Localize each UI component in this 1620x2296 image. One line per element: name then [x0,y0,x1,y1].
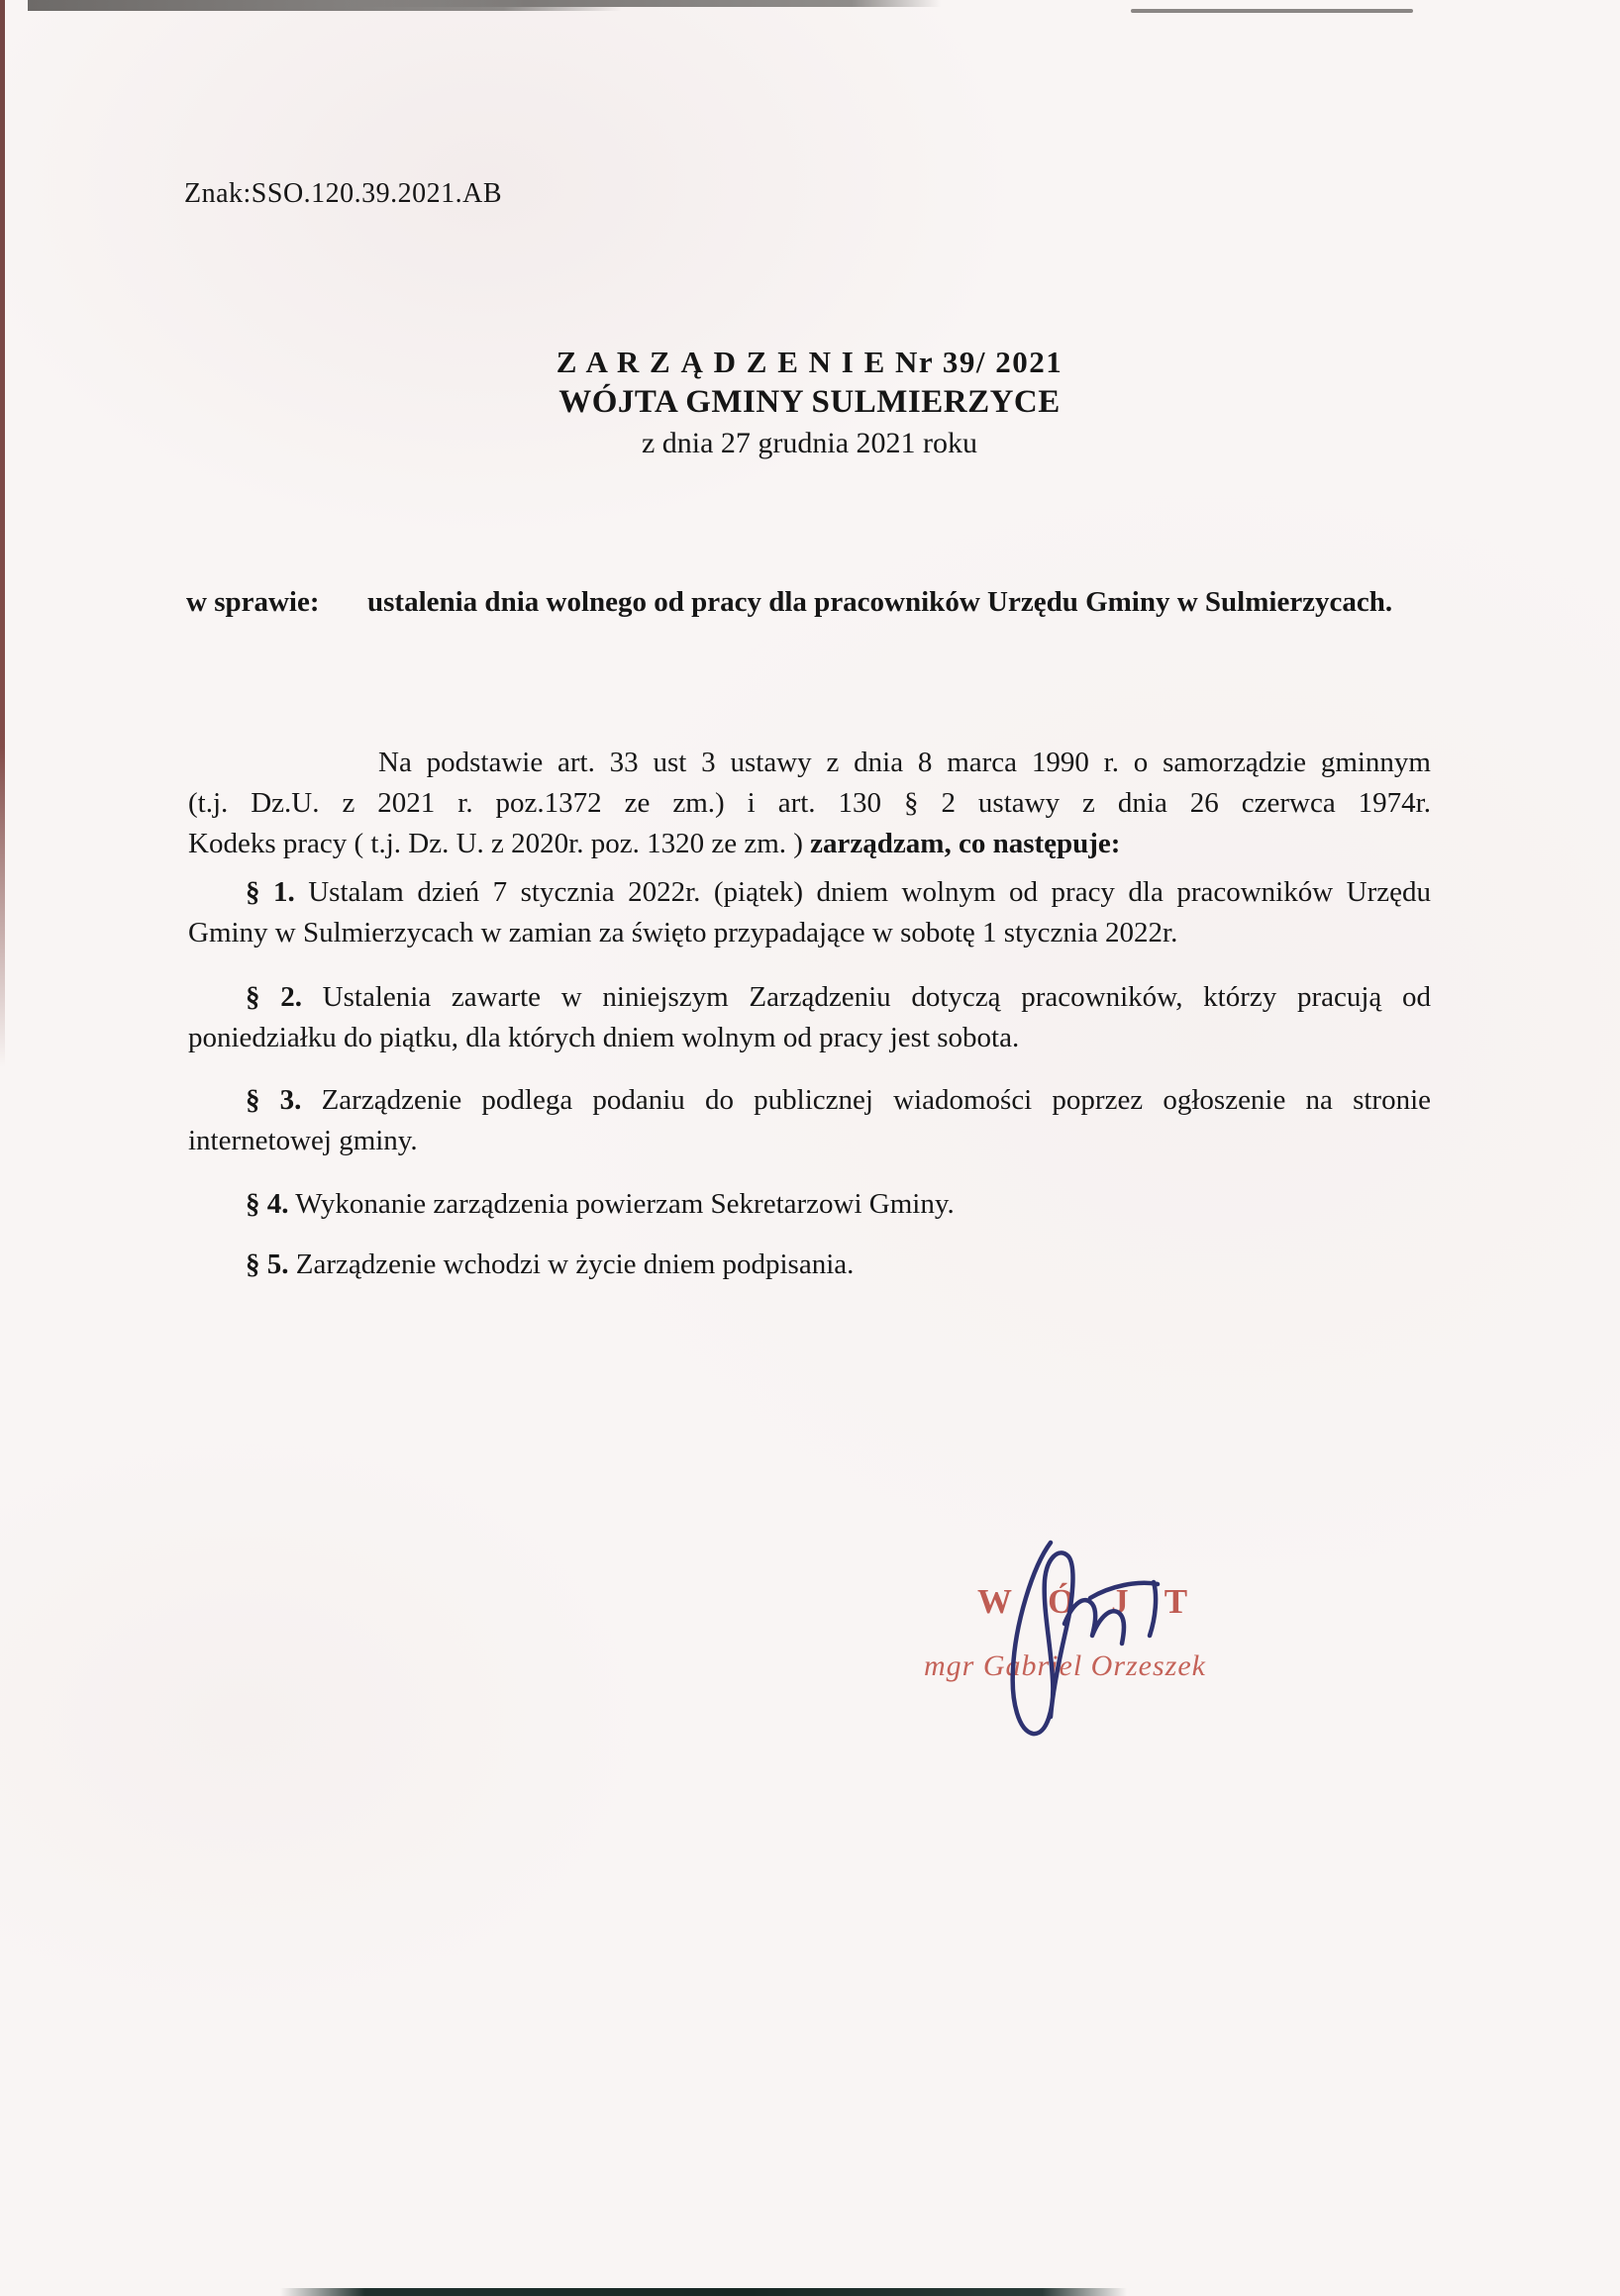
legal-basis-paragraph [188,743,1431,864]
legal-basis-line-1: Na podstawie art. 33 ust 3 ustawy z dnia 8 marca 1990 r. o samorządzie gminnym [378,747,1431,778]
section-3 [188,1080,1431,1161]
section-5-text: Zarządzenie wchodzi w życie dniem podpisania. [288,1248,855,1280]
section-3-text: Zarządzenie podlega podaniu do publicznej wiadomości poprzez ogłoszenie na stronie internetowej gminy. [188,1084,1432,1156]
section-1-text: Ustalam dzień 7 stycznia 2022r. (piątek) dniem wolnym od pracy dla pracowników Urzędu Gminy w Sulmierzycach w zamian za święto przypadające w sobotę 1 stycznia 2022r. [188,876,1431,948]
scan-artifact-left-edge [0,0,5,1067]
subject-label: w sprawie: [186,586,320,618]
section-1 [188,872,1431,953]
mayor-stamp-title: W Ó J T [977,1582,1202,1621]
section-2-text: Ustalenia zawarte w niniejszym Zarządzeniu dotyczą pracowników, którzy pracują od poniedziałku do piątku, dla których dniem wolnym od pracy jest sobota. [188,981,1431,1053]
legal-basis-line-3 [188,824,1431,864]
document-title-block [188,342,1431,463]
document-reference: Znak:SSO.120.39.2021.AB [184,178,503,209]
section-3-number: § 3. [246,1084,302,1116]
mayor-stamp-name: mgr Gabriel Orzeszek [924,1649,1206,1682]
legal-basis-line-3-text: Kodeks pracy ( t.j. Dz. U. z 2020r. poz. 1320 ze zm. ) [188,828,811,859]
title-date: z dnia 27 grudnia 2021 roku [641,427,978,459]
section-4-text: Wykonanie zarządzenia powierzam Sekretarzowi Gminy. [288,1188,955,1220]
legal-basis-line-2: (t.j. Dz.U. z 2021 r. poz.1372 ze zm.) i art. 130 § 2 ustawy z dnia 26 czerwca 1974r. [188,787,1431,819]
scan-artifact-top-line [1131,9,1413,13]
legal-basis-emphasis: zarządzam, co następuje: [810,828,1121,859]
section-4 [188,1184,1431,1225]
signature-block [886,1533,1282,1760]
section-5 [188,1245,1431,1285]
section-5-number: § 5. [246,1248,289,1280]
section-1-number: § 1. [246,876,295,908]
subject-paragraph [186,580,1430,624]
section-2 [188,977,1431,1058]
title-issuer: WÓJTA GMINY SULMIERZYCE [558,384,1061,420]
handwritten-signature-ink [973,1533,1211,1746]
section-4-number: § 4. [246,1188,289,1220]
scan-artifact-bottom-strip [280,2288,1127,2296]
section-2-number: § 2. [246,981,302,1013]
title-ordinance-number: Z A R Z Ą D Z E N I E Nr 39/ 2021 [556,345,1063,379]
scan-artifact-top-strip-2 [347,0,941,7]
subject-text: ustalenia dnia wolnego od pracy dla pracowników Urzędu Gminy w Sulmierzycach. [367,586,1393,618]
